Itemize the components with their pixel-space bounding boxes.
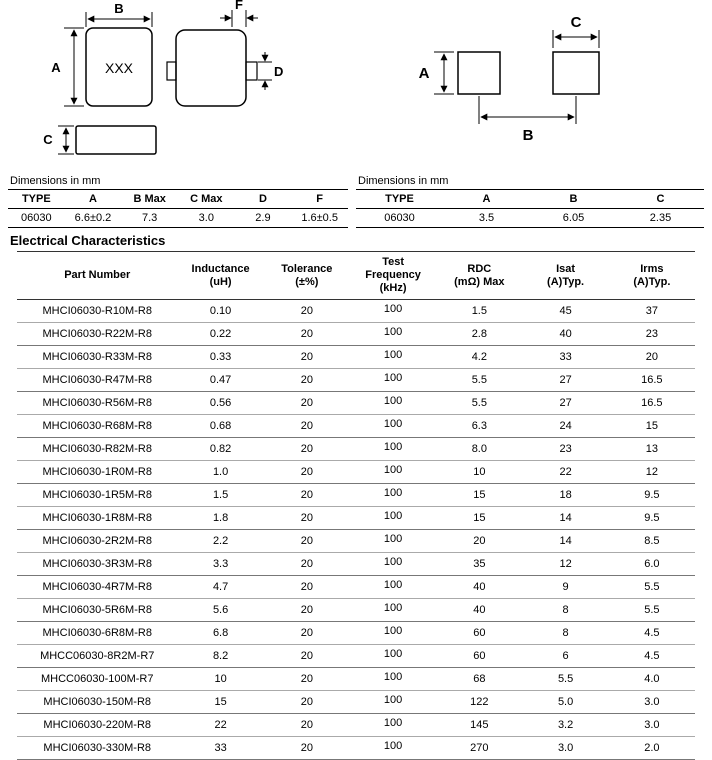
table-cell: 20 (300, 466, 313, 478)
table-cell: 37 (645, 305, 658, 317)
table-cell: 4.5 (644, 627, 660, 639)
table-cell: 2.35 (649, 212, 672, 224)
table-cell: MHCI06030-R47M-R8 (42, 374, 152, 386)
table-cell: MHCI06030-R56M-R8 (42, 397, 152, 409)
table-cell: 8 (562, 604, 569, 616)
front-view-drawing (51, 1, 152, 106)
table-cell: 0.22 (209, 328, 232, 340)
table-cell: 3.0 (644, 719, 660, 731)
table-cell: 145 (470, 719, 489, 731)
table-cell: 60 (473, 627, 486, 639)
table-row (356, 209, 704, 228)
table-row (17, 461, 695, 484)
table-cell: 100 (383, 464, 403, 476)
table-cell: 9 (562, 581, 569, 593)
table-cell: MHCI06030-R33M-R8 (42, 351, 152, 363)
dim-label-c-pattern: C (570, 14, 582, 31)
table-cell: 15 (645, 420, 658, 432)
table-cell: 1.8 (212, 512, 229, 524)
table-cell: 0.56 (209, 397, 232, 409)
dim-label-f: F (235, 0, 243, 12)
table-cell: 12 (645, 466, 658, 478)
table-cell: 8 (562, 627, 569, 639)
table-cell: 20 (300, 374, 313, 386)
table-cell: 7.3 (141, 212, 158, 224)
table-row (17, 622, 695, 645)
table-cell: 100 (383, 648, 403, 660)
table-cell: 10 (214, 673, 227, 685)
table-cell: 20 (300, 535, 313, 547)
table-cell: 15 (473, 489, 486, 501)
table-cell: MHCI06030-3R3M-R8 (42, 558, 152, 570)
dimensions-table-left (8, 189, 348, 228)
table-cell: 60 (473, 650, 486, 662)
bottom-view-body (76, 126, 156, 154)
table-cell: 3.0 (557, 742, 574, 754)
left-terminal (167, 62, 176, 80)
table-cell: 20 (300, 673, 313, 685)
table-cell: 5.5 (471, 374, 487, 386)
table-cell: 100 (383, 671, 403, 683)
dimension-block-land (356, 174, 704, 228)
table-cell: 5.0 (557, 696, 574, 708)
table-cell: 0.82 (209, 443, 232, 455)
table-cell: 2.2 (212, 535, 229, 547)
table-cell: 100 (383, 556, 403, 568)
table-cell: 22 (214, 719, 227, 731)
column-header: Inductance (uH) (191, 262, 250, 288)
table-cell: 4.5 (644, 650, 660, 662)
table-cell: 2.8 (471, 328, 487, 340)
table-cell: 20 (300, 558, 313, 570)
table-cell: 0.47 (209, 374, 232, 386)
column-header: A (482, 193, 491, 205)
table-cell: MHCI06030-220M-R8 (43, 719, 152, 731)
table-row (17, 714, 695, 737)
table-cell: MHCC06030-100M-R7 (40, 673, 154, 685)
table-cell: 68 (473, 673, 486, 685)
table-cell: MHCI06030-330M-R8 (43, 742, 152, 754)
table-cell: 100 (383, 717, 403, 729)
table-cell: 3.3 (212, 558, 229, 570)
table-cell: 18 (559, 489, 572, 501)
table-cell: 6.05 (562, 212, 585, 224)
table-cell: 3.2 (557, 719, 574, 731)
table-cell: 20 (300, 604, 313, 616)
table-cell: 20 (300, 650, 313, 662)
table-cell: 20 (300, 627, 313, 639)
table-cell: 0.33 (209, 351, 232, 363)
table-cell: 40 (473, 604, 486, 616)
table-cell: 100 (383, 579, 403, 591)
table-cell: 100 (383, 602, 403, 614)
land-pad-left (458, 52, 500, 94)
part-marking: XXX (104, 60, 134, 76)
table-row (17, 484, 695, 507)
table-row (17, 415, 695, 438)
table-cell: MHCI06030-R22M-R8 (42, 328, 152, 340)
table-cell: 6.3 (471, 420, 487, 432)
table-cell: 20 (300, 443, 313, 455)
table-cell: 06030 (21, 212, 52, 224)
column-header: Test Frequency (kHz) (365, 256, 421, 294)
land-pad-right (553, 52, 599, 94)
dim-label-b-pattern: B (522, 127, 534, 144)
table-cell: 6.0 (644, 558, 660, 570)
table-cell: 5.5 (471, 397, 487, 409)
column-header: B (569, 193, 578, 205)
table-cell: MHCC06030-8R2M-R7 (40, 650, 155, 662)
table-row (17, 346, 695, 369)
column-header: F (316, 193, 323, 205)
table-cell: MHCI06030-4R7M-R8 (42, 581, 152, 593)
table-row (8, 209, 348, 228)
table-cell: MHCI06030-1R0M-R8 (42, 466, 152, 478)
table-row (17, 599, 695, 622)
table-cell: MHCI06030-R68M-R8 (42, 420, 152, 432)
column-header: TYPE (385, 193, 414, 205)
table-cell: 0.10 (209, 305, 232, 317)
table-cell: 12 (559, 558, 572, 570)
table-cell: 20 (300, 512, 313, 524)
table-cell: 14 (559, 535, 572, 547)
table-header-row (356, 190, 704, 209)
table-cell: 3.0 (644, 696, 660, 708)
table-cell: 20 (300, 397, 313, 409)
table-cell: 15 (473, 512, 486, 524)
table-cell: 20 (300, 489, 313, 501)
table-cell: 3.5 (478, 212, 495, 224)
table-cell: 100 (383, 441, 403, 453)
table-cell: 8.2 (212, 650, 229, 662)
dimensions-caption-right: Dimensions in mm (358, 175, 449, 187)
table-cell: 100 (383, 326, 403, 338)
table-cell: MHCI06030-2R2M-R8 (42, 535, 152, 547)
table-cell: 13 (645, 443, 658, 455)
table-row (17, 576, 695, 599)
dim-label-b: B (114, 1, 124, 16)
table-cell: 20 (645, 351, 658, 363)
dimension-drawings (0, 0, 712, 172)
column-header: D (258, 193, 267, 205)
table-cell: 20 (300, 420, 313, 432)
table-cell: 4.7 (212, 581, 229, 593)
table-row (17, 438, 695, 461)
table-row (17, 507, 695, 530)
dimension-block-package (8, 174, 348, 228)
table-cell: 100 (383, 372, 403, 384)
table-cell: 2.0 (644, 742, 660, 754)
table-cell: MHCI06030-6R8M-R8 (42, 627, 152, 639)
side-view-drawing (167, 0, 283, 106)
column-header: Part Number (64, 269, 131, 281)
table-row (17, 668, 695, 691)
table-row (17, 737, 695, 760)
table-cell: 4.0 (644, 673, 660, 685)
table-cell: MHCI06030-R10M-R8 (42, 305, 152, 317)
table-cell: 15 (214, 696, 227, 708)
table-cell: 24 (559, 420, 572, 432)
table-cell: MHCI06030-1R5M-R8 (42, 489, 152, 501)
table-cell: 22 (559, 466, 572, 478)
table-cell: 9.5 (644, 489, 660, 501)
electrical-table (17, 251, 695, 760)
table-cell: 0.68 (209, 420, 232, 432)
table-cell: 100 (383, 510, 403, 522)
column-header: C Max (190, 193, 223, 205)
table-cell: 100 (383, 418, 403, 430)
right-terminal (246, 62, 257, 80)
table-cell: 100 (383, 625, 403, 637)
table-cell: 9.5 (644, 512, 660, 524)
bottom-view-drawing (43, 126, 156, 154)
table-row (17, 645, 695, 668)
table-header-row (8, 190, 348, 209)
table-row (17, 369, 695, 392)
table-cell: 20 (300, 742, 313, 754)
table-cell: MHCI06030-R82M-R8 (42, 443, 152, 455)
table-row (17, 530, 695, 553)
table-cell: 6.8 (212, 627, 229, 639)
column-header: Tolerance (±%) (281, 262, 333, 288)
dim-label-d: D (274, 64, 284, 79)
table-cell: 33 (559, 351, 572, 363)
table-cell: 100 (383, 395, 403, 407)
table-row (17, 392, 695, 415)
table-cell: 4.2 (471, 351, 487, 363)
table-cell: 8.5 (644, 535, 660, 547)
table-row (17, 323, 695, 346)
table-header-row (17, 252, 695, 300)
table-cell: 27 (559, 374, 572, 386)
table-row (17, 300, 695, 323)
side-view-body (176, 30, 246, 106)
table-cell: 270 (470, 742, 489, 754)
table-cell: 40 (559, 328, 572, 340)
table-cell: 23 (559, 443, 572, 455)
table-cell: 3.0 (198, 212, 214, 224)
column-header: Irms (A)Typ. (633, 262, 671, 288)
table-cell: 122 (470, 696, 489, 708)
table-cell: 20 (300, 696, 313, 708)
electrical-characteristics-title: Electrical Characteristics (10, 233, 166, 248)
dim-label-a: A (51, 60, 61, 75)
table-cell: 45 (559, 305, 572, 317)
drawings-svg (0, 0, 712, 172)
table-cell: 35 (473, 558, 486, 570)
table-cell: 20 (300, 328, 313, 340)
table-cell: 5.6 (212, 604, 229, 616)
table-cell: 06030 (384, 212, 415, 224)
table-cell: 16.5 (641, 397, 663, 409)
table-cell: 100 (383, 487, 403, 499)
table-cell: 20 (300, 305, 313, 317)
table-cell: MHCI06030-150M-R8 (43, 696, 152, 708)
dim-label-c: C (43, 132, 53, 147)
table-cell: 6 (562, 650, 569, 662)
table-cell: 100 (383, 740, 403, 752)
table-cell: 1.6±0.5 (301, 212, 338, 224)
dimension-tables (0, 172, 712, 228)
table-cell: 1.0 (212, 466, 229, 478)
table-cell: 20 (300, 581, 313, 593)
table-cell: 2.9 (255, 212, 271, 224)
table-cell: 100 (383, 349, 403, 361)
column-header: RDC (mΩ) Max (454, 262, 505, 288)
column-header: C (656, 193, 665, 205)
table-cell: 5.5 (644, 581, 660, 593)
table-cell: 23 (645, 328, 658, 340)
table-cell: 100 (383, 303, 403, 315)
table-cell: 5.5 (557, 673, 574, 685)
table-cell: 8.0 (471, 443, 487, 455)
table-cell: 20 (473, 535, 486, 547)
table-cell: 33 (214, 742, 227, 754)
table-cell: 10 (473, 466, 486, 478)
land-pattern-drawing (419, 14, 599, 144)
table-cell: MHCI06030-5R6M-R8 (42, 604, 152, 616)
table-cell: 1.5 (471, 305, 487, 317)
table-cell: 100 (383, 694, 403, 706)
table-cell: 16.5 (641, 374, 663, 386)
table-cell: MHCI06030-1R8M-R8 (42, 512, 152, 524)
table-cell: 100 (383, 533, 403, 545)
table-row (17, 553, 695, 576)
table-cell: 6.6±0.2 (74, 212, 112, 224)
column-header: Isat (A)Typ. (547, 262, 585, 288)
table-cell: 40 (473, 581, 486, 593)
dimensions-table-right (356, 189, 704, 228)
column-header: A (89, 193, 97, 205)
column-header: B Max (133, 193, 166, 205)
table-row (17, 691, 695, 714)
table-cell: 20 (300, 719, 313, 731)
table-cell: 1.5 (212, 489, 229, 501)
dimensions-caption-left: Dimensions in mm (10, 175, 101, 187)
column-header: TYPE (21, 193, 51, 205)
table-cell: 20 (300, 351, 313, 363)
table-cell: 27 (559, 397, 572, 409)
table-cell: 14 (559, 512, 572, 524)
dim-label-a-pattern: A (418, 65, 430, 82)
table-cell: 5.5 (644, 604, 660, 616)
